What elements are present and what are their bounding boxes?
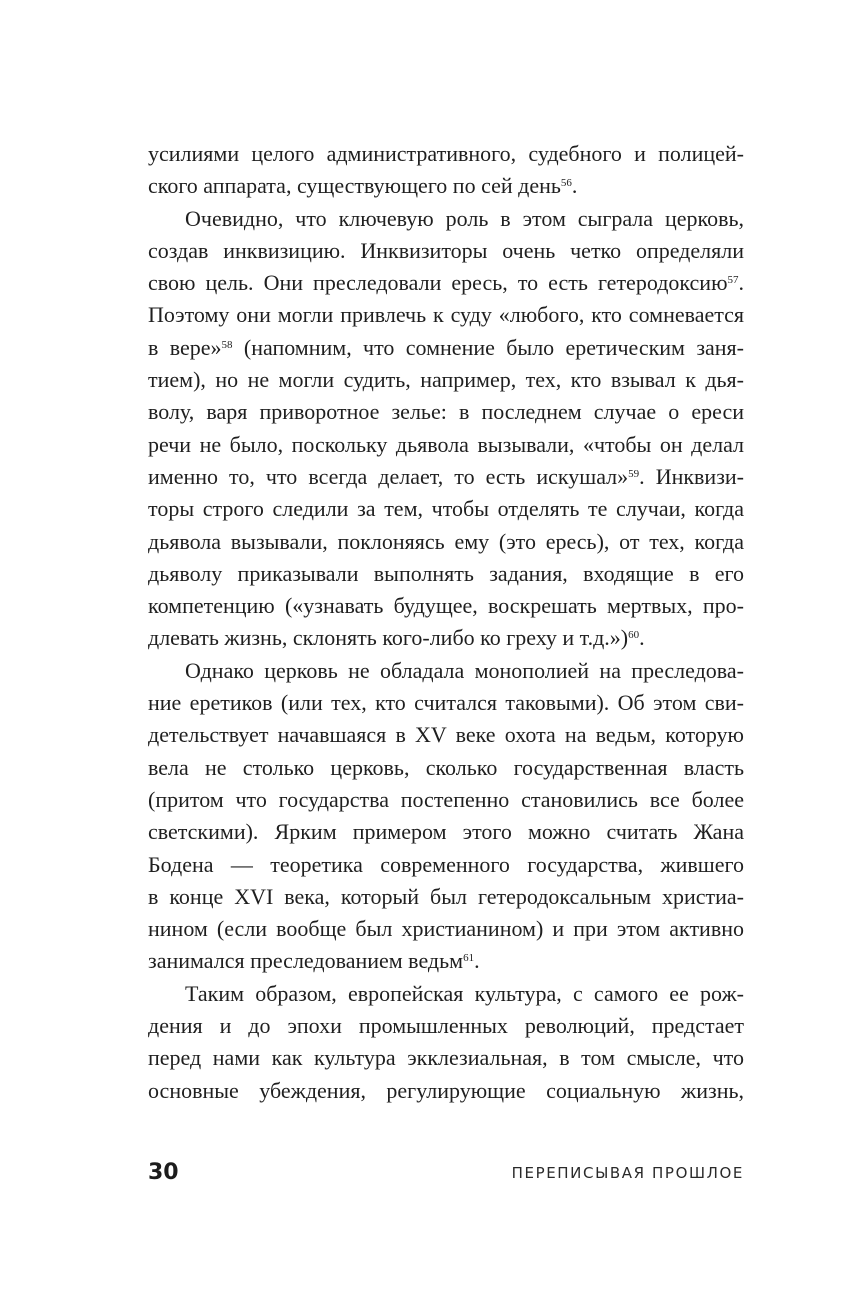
text-line: дьявола вызывали, поклоняясь ему (это ересь), от тех, когда bbox=[148, 528, 744, 554]
footnote-ref-56[interactable]: 56 bbox=[560, 177, 572, 190]
text-line: ского аппарата, существующего по сей день$^{56}$. bbox=[148, 173, 578, 199]
text-line: создав инквизицию. Инквизиторы очень четко определяли bbox=[148, 237, 744, 263]
text-line: длевать жизнь, склонять кого-либо ко греху и т.д.»)$^{60}$. bbox=[148, 625, 645, 651]
text-line: перед нами как культура экклезиальная, в том смысле, что bbox=[148, 1045, 744, 1071]
text-line: торы строго следили за тем, чтобы отделять те случаи, когда bbox=[148, 496, 744, 522]
text-line: занимался преследованием ведьм$^{61}$. bbox=[148, 948, 480, 974]
body-text bbox=[148, 138, 744, 1107]
paragraph-3 bbox=[148, 655, 744, 978]
text-line: в конце XVI века, который был гетеродоксальным христиа- bbox=[148, 883, 744, 909]
footnote-ref-60[interactable]: 60 bbox=[628, 629, 640, 642]
footnote-ref-57[interactable]: 57 bbox=[727, 274, 739, 287]
footnote-ref-59[interactable]: 59 bbox=[628, 467, 640, 480]
page-number: 30 bbox=[148, 1160, 179, 1185]
text-line: (притом что государства постепенно становились все более bbox=[148, 786, 744, 812]
text-line: вела не столько церковь, сколько государственная власть bbox=[148, 754, 744, 780]
text-line: Очевидно, что ключевую роль в этом сыграла церковь, bbox=[185, 205, 744, 231]
text-line: светскими). Ярким примером этого можно считать Жана bbox=[148, 819, 744, 845]
text-line: ние еретиков (или тех, кто считался таковыми). Об этом сви- bbox=[148, 690, 744, 716]
text-line: именно то, что всегда делает, то есть искушал»$^{59}$. Инквизи- bbox=[148, 463, 744, 489]
text-line: речи не было, поскольку дьявола вызывали, «чтобы он делал bbox=[148, 431, 744, 457]
text-line: компетенцию («узнавать будущее, воскрешать мертвых, про- bbox=[148, 593, 744, 619]
text-line: детельствует начавшаяся в XV веке охота на ведьм, которую bbox=[148, 722, 744, 748]
paragraph-1 bbox=[148, 138, 744, 203]
text-line: дения и до эпохи промышленных революций, предстает bbox=[148, 1013, 744, 1039]
text-line: основные убеждения, регулирующие социальную жизнь, bbox=[148, 1077, 744, 1103]
text-line: Таким образом, европейская культура, с самого ее рож- bbox=[185, 980, 744, 1006]
text-line: волу, варя приворотное зелье: в последнем случае о ереси bbox=[148, 399, 744, 425]
footnote-ref-61[interactable]: 61 bbox=[463, 952, 475, 965]
paragraph-2 bbox=[148, 203, 744, 655]
footnote-ref-58[interactable]: 58 bbox=[221, 338, 233, 351]
text-line: нином (если вообще был христианином) и при этом активно bbox=[148, 916, 744, 942]
text-line: усилиями целого административного, судебного и полицей- bbox=[148, 141, 744, 166]
text-line: Однако церковь не обладала монополией на преследова- bbox=[185, 657, 744, 683]
text-line: в вере»$^{58}$ (напомним, что сомнение было еретическим заня- bbox=[148, 334, 744, 360]
text-line: дьяволу приказывали выполнять задания, входящие в его bbox=[148, 560, 744, 586]
page-footer bbox=[148, 1160, 744, 1190]
running-title: ПЕРЕПИСЫВАЯ ПРОШЛОЕ bbox=[511, 1164, 744, 1182]
paragraph-4 bbox=[148, 978, 744, 1107]
text-line: Бодена — теоретика современного государства, жившего bbox=[148, 851, 744, 877]
text-line: тием), но не могли судить, например, тех, кто взывал к дья- bbox=[148, 367, 744, 393]
text-line: Поэтому они могли привлечь к суду «любого, кто сомневается bbox=[148, 302, 744, 328]
text-line: свою цель. Они преследовали ересь, то есть гетеродоксию$^{57}$. bbox=[148, 270, 744, 296]
